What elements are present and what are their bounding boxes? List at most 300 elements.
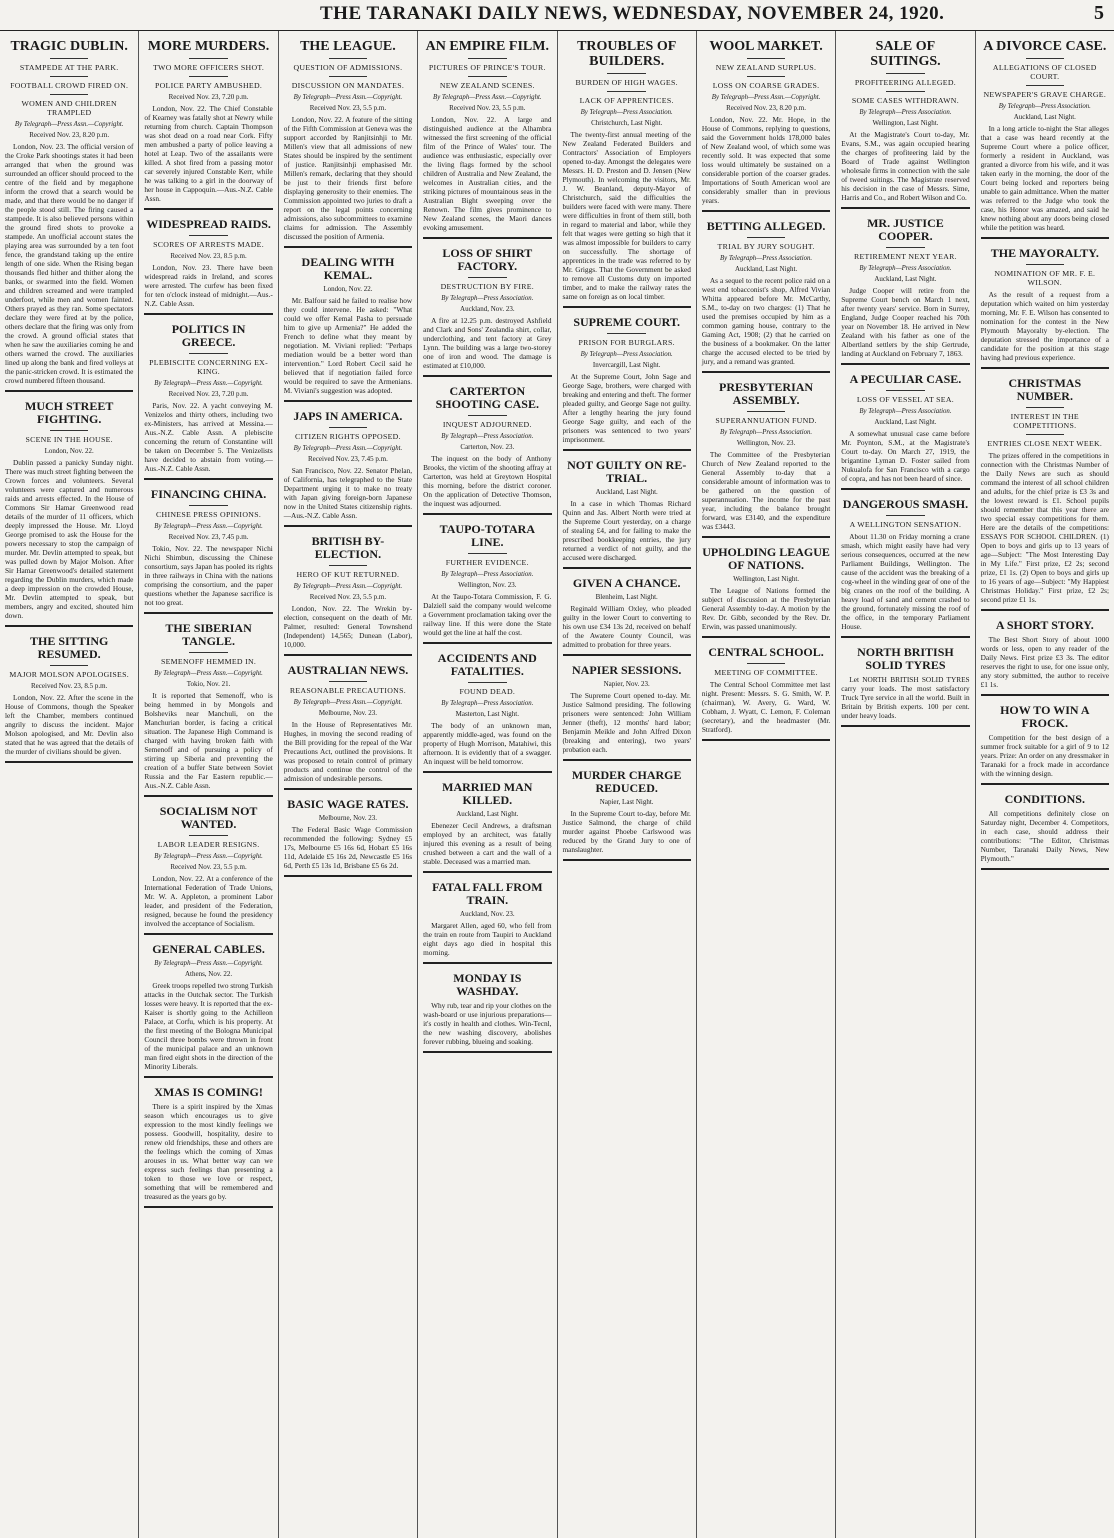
article bbox=[284, 410, 412, 527]
article-subheading: LACK OF APPRENTICES. bbox=[579, 96, 674, 105]
article-subheading: BURDEN OF HIGH WAGES. bbox=[575, 78, 678, 87]
article-dateline: Napier, Last Night. bbox=[599, 798, 654, 806]
article-headline: HOW TO WIN A FROCK. bbox=[1000, 703, 1090, 730]
column-2 bbox=[139, 31, 278, 1538]
divider bbox=[468, 415, 507, 416]
article-separator bbox=[144, 1206, 272, 1208]
article-body: London, Nov. 23. The official version of the Croke Park shootings states it had been arranged that when the ground was surrounded an officer should proceed to the centre of the field and by megaphone inform the crowd that a search would be made, and that there would be no danger if the people stood still. The firing caused a stampede. It is also believed persons within the ground fired shots to provoke a stampede. An unofficial account states the playing area was surrounded by a ten foot fence, the grandstand taking up the entire length of one side. When the Rising began thousands fled hither and thither along the banks, or swarmed into the field. Women and children screamed and were trampled underfoot, while men and women fainted. Others prayed as they ran. Some spectators declare they were fired at by the police, others declare that the firing was only from the crowd. A ground official states that when he saw the auxiliaries coming he and others warned the crowd. The auxiliaries lined up along the bank and fired volleys at the panic-stricken crowd. It is estimated the crowd numbered fifteen thousand. bbox=[5, 142, 134, 385]
article bbox=[563, 577, 691, 656]
article-dateline: Received Nov. 23, 8.5 p.m. bbox=[170, 252, 247, 260]
article-body: There is a spirit inspired by the Xmas season which encourages us to give expression to the most kindly feelings we possess. Goodwill, hospitality, desire to renew old friendships, these and others are the feelings which the coming of Xmas arouses in us. What better way can we express such feelings than presenting a token to those we love or respect, something that will be remembered and treasured as the years go by. bbox=[144, 1102, 273, 1201]
column-8 bbox=[976, 31, 1114, 1538]
article-dateline: Carterton, Nov. 23. bbox=[460, 443, 515, 451]
article-separator bbox=[284, 788, 412, 790]
article-body: In the Supreme Court to-day, before Mr. Justice Salmond, the charge of child murder against Phoebe Carlswood was reduced by the Grand Jury to one of manslaughter. bbox=[562, 809, 691, 854]
article-subheading: NOMINATION OF MR. F. E. WILSON. bbox=[994, 269, 1096, 287]
article-subheading: TRIAL BY JURY SOUGHT. bbox=[717, 242, 815, 251]
article-separator bbox=[423, 237, 551, 239]
column-3 bbox=[279, 31, 418, 1538]
article-headline: MORE MURDERS. bbox=[147, 39, 270, 54]
article-separator bbox=[144, 478, 272, 480]
divider bbox=[1026, 407, 1065, 408]
article-headline: A DIVORCE CASE. bbox=[983, 39, 1107, 54]
article-dateline: London, Nov. 22. bbox=[44, 447, 94, 455]
article-byline: By Telegraph—Press Association. bbox=[998, 103, 1091, 110]
article-separator bbox=[5, 625, 133, 627]
article bbox=[423, 881, 551, 964]
article bbox=[144, 39, 272, 210]
article-body: Tokio, Nov. 22. The newspaper Nichi Nichi Shimbun, discussing the Chinese consortium, says Japan has pooled its rights in three railways in China with the nations comprising the consortium, and the paper questions whether the Japanese sacrifice is not too great. bbox=[144, 544, 273, 607]
article-dateline: Auckland, Nov. 23. bbox=[460, 910, 515, 918]
divider bbox=[50, 94, 89, 95]
article bbox=[563, 769, 691, 861]
article-subheading: MEETING OF COMMITTEE. bbox=[714, 668, 818, 677]
divider bbox=[1026, 85, 1065, 86]
article-byline: By Telegraph—Press Association. bbox=[441, 433, 534, 440]
divider bbox=[886, 247, 925, 248]
article-subheading: INQUEST ADJOURNED. bbox=[442, 420, 532, 429]
article-separator bbox=[5, 761, 133, 763]
article bbox=[702, 381, 830, 538]
article-subheading: LOSS ON COARSE GRADES. bbox=[712, 81, 820, 90]
article-headline: DANGEROUS SMASH. bbox=[842, 497, 969, 511]
article-headline: BRITISH BY-ELECTION. bbox=[311, 534, 385, 561]
article-subheading: SCENE IN THE HOUSE. bbox=[25, 435, 113, 444]
article-byline: By Telegraph—Press Association. bbox=[859, 109, 952, 116]
column-4 bbox=[418, 31, 557, 1538]
article-subheading: FOUND DEAD. bbox=[459, 687, 516, 696]
article-dateline: Auckland, Last Night. bbox=[595, 488, 658, 496]
article-body: London, Nov. 22. At a conference of the International Federation of Trade Unions, Mr. W. A. Appleton, a prominent Labor leader, and president of the Federation, resigned, because he found the presidency involved the acceptance of Socialism. bbox=[144, 874, 273, 928]
article-dateline: Received Nov. 23, 5.5 p.m. bbox=[170, 863, 247, 871]
article-body: Why rub, tear and rip your clothes on the wash-board or use injurious preparations—it's costly in health and clothes. Win-Tecnl, the new washing discovery, abolishes forever rubbing, blueing and soaking. bbox=[423, 1001, 552, 1046]
article-separator bbox=[284, 246, 412, 248]
article-dateline: Masterton, Last Night. bbox=[455, 710, 519, 718]
article-body: The Central School Committee met last night. Present: Messrs. S. G. Smith, W. P. (chairman), W. Avery, G. Ward, W. Cobham, J. Wyatt, C. Lemon, F. Coleman (secretary), and the headmaster (Mr. Stratford). bbox=[701, 680, 831, 734]
article-headline: NORTH BRITISH SOLID TYRES bbox=[857, 645, 954, 672]
article-byline: By Telegraph—Press Assn.—Copyright. bbox=[154, 523, 263, 530]
divider bbox=[189, 235, 228, 236]
article-byline: By Telegraph—Press Association. bbox=[720, 255, 813, 262]
divider bbox=[1026, 58, 1065, 59]
article-separator bbox=[144, 208, 272, 210]
article bbox=[841, 498, 969, 638]
article-body: London, Nov. 22. After the scene in the House of Commons, though the Speaker left the Chamber, members continued angrily to discuss the incident. Major Molson apologised, and Mr. Devlin also stated that he was agreed that the details of the murder of civilians should be given. bbox=[5, 693, 134, 756]
divider bbox=[189, 505, 228, 506]
article-separator bbox=[981, 868, 1109, 870]
article-subheading: WOMEN AND CHILDREN TRAMPLED bbox=[21, 99, 117, 117]
article-subheading: LOSS OF VESSEL AT SEA. bbox=[856, 395, 955, 404]
article-body: London, Nov. 22. Mr. Hope, in the House of Commons, replying to questions, said the Government holds 178,000 bales of New Zealand wool, of which some was recently sold. It was expected that some loss would ultimately be sustained on a considerable portion of the coarser grades. Importations of South American wool are considerably smaller than in previous years. bbox=[701, 115, 831, 205]
article-separator bbox=[563, 306, 691, 308]
article-separator bbox=[981, 367, 1109, 369]
article-headline: A SHORT STORY. bbox=[995, 618, 1094, 632]
article-headline: DEALING WITH KEMAL. bbox=[301, 255, 395, 282]
article-body: In the House of Representatives Mr. Hughes, in moving the second reading of the Bill providing for the repeal of the War Precautions Act, outlined the provisions. It was proposed to retain control of primary products and continue the control of the admission of undesirable persons. bbox=[283, 720, 413, 783]
divider bbox=[468, 553, 507, 554]
article-dateline: Auckland, Last Night. bbox=[456, 810, 519, 818]
divider bbox=[1026, 434, 1065, 435]
article-body: The prizes offered in the competitions in connection with the Christmas Number of the Daily News are such as should command the interest of all school children and adults, for the chief prize is £3 3s and the lowest reward is £1. School pupils should remember that this year there are two special essay competitions for them. Here are the details of the competitions: ESSAYS FOR SCHOOL CHILDREN. (1) Open to boys and girls up to 13 years of age—Subject: "The Most Interesting Day in My Life." First prize, £2 2s; second prize, £1 1s. (2) Open to boys and girls up to 16 years of age—Subject: "My Happiest Christmas Holiday." First prize, £2 2s; second prize £1 1s. bbox=[980, 451, 1109, 604]
article bbox=[423, 652, 551, 773]
article-byline: By Telegraph—Press Assn.—Copyright. bbox=[293, 94, 403, 101]
article-separator bbox=[144, 795, 272, 797]
article-subheading: PROFITEERING ALLEGED. bbox=[854, 78, 957, 87]
article bbox=[981, 704, 1109, 785]
divider bbox=[468, 277, 507, 278]
article bbox=[702, 220, 830, 373]
article-subheading: FOOTBALL CROWD FIRED ON. bbox=[10, 81, 129, 90]
article-subheading: ALLEGATIONS OF CLOSED COURT. bbox=[992, 63, 1097, 81]
article-byline: By Telegraph—Press Association. bbox=[441, 700, 534, 707]
article-body: All competitions definitely close on Saturday night, December 4. Competitors, in each case, should address their contributions: "The Editor, Christmas Number, Taranaki Daily News, New Plymouth." bbox=[980, 809, 1109, 863]
article-headline: FATAL FALL FROM TRAIN. bbox=[432, 880, 543, 907]
article-dateline: Received Nov. 23, 8.5 p.m. bbox=[31, 682, 108, 690]
article-headline: AN EMPIRE FILM. bbox=[425, 39, 549, 54]
article-subheading: LABOR LEADER RESIGNS. bbox=[157, 840, 260, 849]
article-body: Margaret Allen, aged 60, who fell from the train en route from Taupiri to Auckland eight days ago died in hospital this morning. bbox=[423, 921, 552, 957]
article-subheading: DISCUSSION ON MANDATES. bbox=[291, 81, 405, 90]
divider bbox=[189, 76, 228, 77]
article-separator bbox=[841, 725, 969, 727]
article-subheading: STAMPEDE AT THE PARK. bbox=[19, 63, 119, 72]
divider bbox=[747, 411, 786, 412]
article-byline: By Telegraph—Press Association. bbox=[441, 571, 534, 578]
article bbox=[423, 781, 551, 873]
article bbox=[841, 39, 969, 209]
article-headline: THE SIBERIAN TANGLE. bbox=[165, 621, 252, 648]
article bbox=[284, 535, 412, 656]
article-byline: By Telegraph—Press Assn.—Copyright. bbox=[154, 853, 263, 860]
article-byline: By Telegraph—Press Assn.—Copyright. bbox=[154, 670, 263, 677]
article-dateline: Received Nov. 23, 7.20 p.m. bbox=[168, 390, 249, 398]
article-separator bbox=[981, 609, 1109, 611]
divider bbox=[886, 73, 925, 74]
article-subheading: ENTRIES CLOSE NEXT WEEK. bbox=[987, 439, 1103, 448]
article-dateline: Napier, Nov. 23. bbox=[603, 680, 650, 688]
article-separator bbox=[423, 871, 551, 873]
article bbox=[284, 664, 412, 790]
divider bbox=[607, 91, 646, 92]
article-separator bbox=[702, 636, 830, 638]
article-dateline: Athens, Nov. 22. bbox=[184, 970, 233, 978]
article-headline: WIDESPREAD RAIDS. bbox=[146, 217, 271, 231]
article-body: London, Nov. 22. The Wrekin by-election, consequent on the death of Mr. Palmer, resulted: General Townshend (Independent) 14,565; Dunean (Labor), 10,000. bbox=[283, 604, 413, 649]
article-dateline: Received Nov. 23, 5.5 p.m. bbox=[309, 104, 387, 112]
article-subheading: NEWSPAPER'S GRAVE CHARGE. bbox=[983, 90, 1107, 99]
article bbox=[981, 619, 1109, 696]
article-dateline: Wellington, Nov. 23. bbox=[458, 581, 517, 589]
article-subheading: HERO OF KUT RETURNED. bbox=[296, 570, 400, 579]
article-body: In a long article to-night the Star alleges that a case was heard recently at the Supreme Court where a police officer, formerly a resident in Auckland, was granted a divorce from his wife, and it was taken early in the morning, the door of the Court being locked and reporters being unable to gain admittance. When the matter was referred to the Judge who took the case, his Honor was amazed, and said he knew nothing about any doors being closed while the petition was heard. bbox=[980, 124, 1109, 232]
article-byline: By Telegraph—Press Association. bbox=[580, 351, 673, 358]
column-6 bbox=[697, 31, 836, 1538]
article bbox=[423, 523, 551, 644]
article-headline: GIVEN A CHANCE. bbox=[572, 576, 681, 590]
divider bbox=[50, 665, 89, 666]
column-7 bbox=[836, 31, 975, 1538]
article-dateline: Received Nov. 23, 8.20 p.m. bbox=[29, 131, 110, 139]
article-body: The inquest on the body of Anthony Brooks, the victim of the shooting affray at Carterton, was held at Greytown Hospital this morning, before the district coroner. On the application of Detective Thomson, the inquest was adjourned. bbox=[423, 454, 552, 508]
article-byline: By Telegraph—Press Assn.—Copyright. bbox=[711, 94, 821, 101]
article-subheading: PLEBISCITE CONCERNING EX-KING. bbox=[149, 358, 268, 376]
article-body: In a case in which Thomas Richard Quinn and Jas. Albert North were tried at the Supreme Court yesterday, on a charge of stealing £4, and for failing to make the prescribed bookkeeping entries, the jury returned a verdict of not guilty, and the accused were discharged. bbox=[562, 499, 691, 562]
divider bbox=[747, 237, 786, 238]
article-subheading: REASONABLE PRECAUTIONS. bbox=[289, 686, 406, 695]
article-dateline: Wellington, Nov. 23. bbox=[736, 439, 796, 447]
article-body: As the result of a request from a deputation which waited on him yesterday morning, Mr. F. E. Wilson has consented to nomination for the contest in the New Plymouth Mayoralty by-election. The deputation stressed the importance of a candidate for the position at this stage having had previous experience. bbox=[980, 290, 1109, 362]
article-subheading: POLICE PARTY AMBUSHED. bbox=[154, 81, 263, 90]
article-byline: By Telegraph—Press Association. bbox=[859, 265, 952, 272]
divider bbox=[607, 73, 646, 74]
article bbox=[981, 39, 1109, 239]
article-byline: By Telegraph—Press Association. bbox=[441, 295, 534, 302]
article-dateline: Blenheim, Last Night. bbox=[595, 593, 658, 601]
article bbox=[284, 798, 412, 877]
article-separator bbox=[563, 449, 691, 451]
divider bbox=[886, 91, 925, 92]
article bbox=[563, 316, 691, 451]
article-separator bbox=[841, 207, 969, 209]
article-separator bbox=[702, 536, 830, 538]
article bbox=[144, 323, 272, 480]
article-subheading: SEMENOFF HEMMED IN. bbox=[160, 657, 257, 666]
article-byline: By Telegraph—Press Association. bbox=[859, 408, 952, 415]
article-headline: NAPIER SESSIONS. bbox=[572, 663, 682, 677]
article-body: At the Taupo-Totara Commission, F. G. Dalziell said the company would welcome a Government proclamation taking over the railway line. If this were done the State would get the line at half the cost. bbox=[423, 592, 552, 637]
article-subheading: SUPERANNUATION FUND. bbox=[715, 416, 817, 425]
article-headline: CENTRAL SCHOOL. bbox=[708, 645, 824, 659]
article-subheading: FURTHER EVIDENCE. bbox=[445, 558, 529, 567]
divider bbox=[329, 76, 368, 77]
article-body: It is reported that Semenoff, who is being hemmed in by Mongols and Bolsheviks near Manchuli, on the Manchurian border, is facing a critical situation. The Japanese High Command is charged with having broken faith with Semenoff and of pursuing a policy of stirring up Siberia and preventing the creation of a buffer State between Soviet Russia and the Far Eastern republic.—Aus.-N.Z. Cable Assn. bbox=[144, 691, 273, 790]
article-subheading: PRISON FOR BURGLARS. bbox=[578, 338, 675, 347]
article-separator bbox=[144, 612, 272, 614]
article-subheading: DESTRUCTION BY FIRE. bbox=[440, 282, 535, 291]
article-body: The Federal Basic Wage Commission recommended the following: Sydney £5 17s, Melbourne £5 16s 6d, Hobart £5 16s 11d, Adelaide £5 16s 2d, Newcastle £5 16s 6d, Perth £5 13s 1d, Brisbane £5 6s 2d. bbox=[283, 825, 413, 870]
article-headline: THE SITTING RESUMED. bbox=[30, 634, 109, 661]
article-separator bbox=[423, 962, 551, 964]
divider bbox=[50, 76, 89, 77]
article-dateline: Auckland, Last Night. bbox=[1013, 113, 1076, 121]
article-headline: BETTING ALLEGED. bbox=[706, 219, 826, 233]
article-subheading: A WELLINGTON SENSATION. bbox=[849, 520, 962, 529]
article bbox=[423, 972, 551, 1053]
divider bbox=[747, 663, 786, 664]
article-dateline: Received Nov. 23, 7.45 p.m. bbox=[308, 455, 388, 463]
article-dateline: Tokio, Nov. 21. bbox=[186, 680, 231, 688]
article-headline: PRESBYTERIAN ASSEMBLY. bbox=[719, 380, 814, 407]
article-subheading: QUESTION OF ADMISSIONS. bbox=[293, 63, 403, 72]
article-headline: MUCH STREET FIGHTING. bbox=[25, 399, 114, 426]
article-dateline: Received Nov. 23, 5.5 p.m. bbox=[449, 104, 526, 112]
article bbox=[423, 247, 551, 377]
article-separator bbox=[981, 783, 1109, 785]
article-dateline: Received Nov. 23, 8.20 p.m. bbox=[726, 104, 806, 112]
article-body: A fire at 12.25 p.m. destroyed Ashfield and Clark and Sons' Zealandia shirt, collar, underclothing, and tent factory at Grey Lynn. The building was a large two-storey one of iron and wood. The damage is estimated at £10,000. bbox=[423, 316, 552, 370]
article-dateline: Auckland, Nov. 23. bbox=[460, 305, 515, 313]
article-separator bbox=[284, 525, 412, 527]
article bbox=[144, 622, 272, 797]
article-separator bbox=[423, 375, 551, 377]
newspaper-title: THE TARANAKI DAILY NEWS, WEDNESDAY, NOVEMBER 24, 1920. bbox=[320, 3, 945, 24]
article-headline: JAPS IN AMERICA. bbox=[293, 409, 403, 423]
article-headline: CONDITIONS. bbox=[1004, 792, 1085, 806]
divider bbox=[886, 515, 925, 516]
article bbox=[702, 39, 830, 212]
divider bbox=[189, 353, 228, 354]
divider bbox=[189, 652, 228, 653]
article-body: Competition for the best design of a summer frock suitable for a girl of 9 to 12 years. Prize: An order on any dressmaker in Taranaki for a frock made in accordance with the winning design. bbox=[980, 733, 1109, 778]
article-dateline: Wellington, Last Night. bbox=[872, 119, 939, 127]
article-body: The body of an unknown man, apparently middle-aged, was found on the property of Hugh Morrison, Matahiwi, this afternoon. It is evidently that of a swagger. An inquest will be held tomorrow. bbox=[423, 721, 552, 766]
article bbox=[981, 377, 1109, 611]
article-byline: By Telegraph—Press Assn.—Copyright. bbox=[14, 121, 124, 128]
article-headline: POLITICS IN GREECE. bbox=[171, 322, 246, 349]
divider bbox=[329, 681, 368, 682]
article-separator bbox=[423, 642, 551, 644]
article-body: The Supreme Court opened to-day. Mr. Justice Salmond presiding. The following prisoners were sentenced: John William Jenner (theft), 12 months' hard labor; Benjamin Meikle and John Alfred Dixon (breaking and entering), two years' probation each. bbox=[562, 691, 691, 754]
article-body: The Committee of the Presbyterian Church of New Zealand reported to the General Assembly to-day that a considerable amount of information was to be gathered on the question of superannuation. The income for the past year, including the balance brought forward, was £3140, and the expenditure was £3443. bbox=[701, 450, 831, 531]
article-headline: GENERAL CABLES. bbox=[152, 942, 265, 956]
article-separator bbox=[563, 759, 691, 761]
article-byline: By Telegraph—Press Assn.—Copyright. bbox=[154, 380, 263, 387]
article-subheading: NEW ZEALAND SURPLUS. bbox=[715, 63, 817, 72]
article-body: The Best Short Story of about 1000 words or less, open to any reader of the Daily News. First prize £3 3s. The editor reserves the right to use, for one issue only, any story submitted, the author to receive £1 1s. bbox=[980, 635, 1109, 689]
article bbox=[5, 635, 133, 763]
article-headline: XMAS IS COMING! bbox=[154, 1085, 263, 1099]
article bbox=[702, 646, 830, 741]
article-body: London, Nov. 22. The Chief Constable of Kearney was fatally shot at Newry while returning from church. Captain Thompson was shot dead on a road near Cork. Fifty men ambushed a party of police leaving a hotel at Leap. Two of the assailants were killed. A shot fired from a passing motor car severely injured Constable Kerr, while he was talking to a girl in the doorway of her house in Cappoquin.—Aus.-N.Z. Cable Assn. bbox=[144, 104, 273, 203]
article-headline: BASIC WAGE RATES. bbox=[287, 797, 409, 811]
article-byline: By Telegraph—Press Association. bbox=[720, 429, 813, 436]
article-headline: SALE OF SUITINGS. bbox=[870, 39, 941, 69]
article bbox=[5, 400, 133, 627]
article-separator bbox=[144, 1076, 272, 1078]
article-separator bbox=[284, 875, 412, 877]
article-subheading: RETIREMENT NEXT YEAR. bbox=[853, 252, 957, 261]
article bbox=[563, 39, 691, 308]
article-body: Dublin passed a panicky Sunday night. There was much street fighting between the Crown forces and volunteers. Several volunteers were captured and numerous raids and arrests effected. In the House of Commons Sir Hamar Greenwood read details of the murder of 11 officers, which deeply impressed the House. Mr. Lloyd George promised to ask the House for the powers necessary to stop the campaign of murder. Mr. Devlin attempted to speak, but was pulled down by Major Molson. After Sir Hamar Greenwood's detailed statement regarding the Dublin murders, which made a deep impression on the crowded House, Mr. Devlin attempted to speak, but members, angry and excited, shouted him down. bbox=[5, 458, 134, 620]
article bbox=[284, 39, 412, 248]
article-separator bbox=[284, 400, 412, 402]
article-body: A somewhat unusual case came before Mr. Poynton, S.M., at the Magistrate's Court to-day. On March 27, 1919, the brigantine Lyman D. Foster sailed from Nukualofa for San Francisco with a cargo of copra, and has not been heard of since. bbox=[841, 429, 970, 483]
divider bbox=[1026, 264, 1065, 265]
article bbox=[563, 459, 691, 569]
article-headline: TAUPO-TOTARA LINE. bbox=[439, 522, 535, 549]
article-byline: By Telegraph—Press Assn.—Copyright. bbox=[433, 94, 542, 101]
article bbox=[144, 488, 272, 614]
article-byline: By Telegraph—Press Assn.—Copyright. bbox=[293, 445, 403, 452]
article-subheading: SCORES OF ARRESTS MADE. bbox=[153, 240, 264, 249]
article-headline: SOCIALISM NOT WANTED. bbox=[159, 804, 258, 831]
article-subheading: SOME CASES WITHDRAWN. bbox=[851, 96, 959, 105]
article-separator bbox=[841, 363, 969, 365]
article-separator bbox=[423, 771, 551, 773]
article-dateline: Wellington, Last Night. bbox=[733, 575, 800, 583]
divider bbox=[468, 682, 507, 683]
divider bbox=[189, 58, 228, 59]
masthead bbox=[0, 0, 1114, 31]
article-subheading: INTEREST IN THE COMPETITIONS. bbox=[1010, 412, 1079, 430]
column-1 bbox=[0, 31, 139, 1538]
article-headline: THE MAYORALTY. bbox=[990, 246, 1099, 260]
article-body: At the Supreme Court, John Sage and George Sage, brothers, were charged with breaking and entering and theft. The former pleaded guilty, and George Sage not guilty. After a lengthy hearing the jury found George Sage guilty, and each of the prisoners was sentenced to two years' imprisonment. bbox=[562, 372, 691, 444]
article-headline: TRAGIC DUBLIN. bbox=[10, 39, 128, 54]
article-dateline: Received Nov. 23, 7.20 p.m. bbox=[168, 93, 249, 101]
article-headline: ACCIDENTS AND FATALITIES. bbox=[437, 651, 537, 678]
article-separator bbox=[702, 210, 830, 212]
article-separator bbox=[423, 513, 551, 515]
article-headline: CHRISTMAS NUMBER. bbox=[1008, 376, 1082, 403]
article bbox=[5, 39, 133, 392]
article bbox=[144, 943, 272, 1078]
article-body: At the Magistrate's Court to-day, Mr. Evans, S.M., was again occupied hearing the charges of profiteering laid by the Board of Trade against Wellington wholesale firms in connection with the sale of tweed suitings. The Magistrate reserved his decision in the case of Messrs. Sime, Harris and Co., and Robert Wilson and Co. bbox=[841, 130, 970, 202]
article-headline: AUSTRALIAN NEWS. bbox=[287, 663, 409, 677]
article-separator bbox=[423, 1051, 551, 1053]
article-headline: CARTERTON SHOOTING CASE. bbox=[435, 384, 539, 411]
article-separator bbox=[981, 694, 1109, 696]
article bbox=[144, 805, 272, 935]
article bbox=[423, 385, 551, 515]
article-body: The twenty-first annual meeting of the New Zealand Federated Builders and Contractors' Association of Employers opened to-day. Amongst the delegates were Messrs. H. D. Preston and D. Jensen (New Plymouth). In welcoming the visitors, Mr. J. W. Beanland, deputy-Mayor of Christchurch, said the difficulties the builders were faced with were many. There were difficulties in front of them still, both in regard to material and labor, while they felt that wages were getting so high that it was almost impossible for builders to carry on successfully. The shortage of apprentices in the trade was referred to by Mr. Griggs. That the Government be asked to remove all Customs duty on imported timber, and to make the railway rates the same on foreign as on local timber. bbox=[562, 130, 691, 301]
article-subheading: MAJOR MOLSON APOLOGISES. bbox=[9, 670, 129, 679]
article-headline: UPHOLDING LEAGUE OF NATIONS. bbox=[702, 545, 830, 572]
article-headline: LOSS OF SHIRT FACTORY. bbox=[442, 246, 533, 273]
article-headline: A PECULIAR CASE. bbox=[849, 372, 962, 386]
article-body: As a sequel to the recent police raid on a west end tobacconist's shop, Alfred Vivian Whitta appeared before Mr. McCarthy, S.M., to-day on two charges: (1) That he used the premises occupied by him as a common gaming house, contrary to the Gaming Act, 1908; (2) that he carried on the business of a bookmaker. On the latter charge the accused elected to be tried by jury, and a remand was granted. bbox=[701, 276, 831, 366]
article-body: London, Nov. 23. There have been widespread raids in Ireland, and scores were arrested. The curfew has been fixed for ten o'clock instead of midnight.—Aus.-N.Z. Cable Assn. bbox=[144, 263, 273, 308]
article-byline: By Telegraph—Press Assn.—Copyright. bbox=[154, 960, 263, 967]
article-body: The League of Nations formed the subject of discussion at the Presbyterian General Assembly to-day. A motion by the Rev. Dr. Gibb, seconded by the Rev. Dr. Erwin, was passed unanimously. bbox=[701, 586, 831, 631]
article-subheading: CITIZEN RIGHTS OPPOSED. bbox=[294, 432, 401, 441]
divider bbox=[329, 565, 368, 566]
article bbox=[144, 1086, 272, 1208]
page-number: 5 bbox=[1094, 2, 1104, 24]
article-dateline: Auckland, Last Night. bbox=[874, 275, 937, 283]
article-headline: FINANCING CHINA. bbox=[150, 487, 267, 501]
article-body: London, Nov. 22. A large and distinguished audience at the Alhambra witnessed the first screening of the official film of the Prince of Wales' tour. The audience was enthusiastic, especially over the living flags formed by the school children of Australia and New Zealand, the welcomes in Australian cities, and the striking pictures of mountainous seas in the Australian Bight sweeping over the Renown. The film gives prominence to New Zealand scenes, the Maori dances evoking amusement. bbox=[423, 115, 552, 232]
article-body: Reginald William Oxley, who pleaded guilty in the lower Court to converting to his own use £34 13s 2d, received on behalf of the Awatere County Council, was admitted to probation for three years. bbox=[562, 604, 691, 649]
article-headline: SUPREME COURT. bbox=[573, 315, 681, 329]
article-body: Judge Cooper will retire from the Supreme Court bench on March 1 next, after twenty years' service. Born in Surrey, England, Judge Cooper reached his 70th year on November 18. He arrived in New Zealand with his father as one of the Albertland settlers by the ship Gertrude, landing at Auckland on February 7, 1863. bbox=[841, 286, 970, 358]
article-body: Let NORTH BRITISH SOLID TYRES carry your loads. The most satisfactory Truck Tyre service in all the world. Built in Britain by British experts. 100 per cent. under heavy loads. bbox=[841, 675, 970, 720]
article bbox=[563, 664, 691, 761]
article bbox=[981, 247, 1109, 369]
article-headline: NOT GUILTY ON RE-TRIAL. bbox=[567, 458, 687, 485]
article bbox=[423, 39, 551, 239]
article bbox=[841, 217, 969, 365]
divider bbox=[607, 333, 646, 334]
column-5 bbox=[558, 31, 697, 1538]
article-dateline: London, Nov. 22. bbox=[323, 285, 373, 293]
article-subheading: PICTURES OF PRINCE'S TOUR. bbox=[428, 63, 546, 72]
article-dateline: Received Nov. 23, 5.5 p.m. bbox=[309, 593, 387, 601]
article-subheading: TWO MORE OFFICERS SHOT. bbox=[152, 63, 265, 72]
divider bbox=[329, 427, 368, 428]
article-body: Mr. Balfour said he failed to realise how they could intervene. He asked: "What could we offer Kemal Pasha to persuade him to give up Armenia?" He added the French to define what they meant by negotiation. M. Viviani replied: "Perhaps mediation would be a better word than intervention." Lord Robert Cecil said he believed that if negotiation failed force would be required to save the Armenians. M. Viviani's suggestion was adopted. bbox=[283, 296, 413, 395]
newspaper-columns bbox=[0, 31, 1114, 1538]
article-body: Ebenezer Cecil Andrews, a draftsman employed by an architect, was fatally injured this evening as a result of being crushed between a cart and the wall of a stable. Deceased was a married man. bbox=[423, 821, 552, 866]
article-separator bbox=[563, 654, 691, 656]
article-headline: MR. JUSTICE COOPER. bbox=[867, 216, 944, 243]
article-byline: By Telegraph—Press Assn.—Copyright. bbox=[293, 699, 403, 706]
article-body: Paris, Nov. 22. A yacht conveying M. Venizelos and thirty others, including two ex-Ministers, has arrived at Messina.—Aus.-N.Z. Cable Assn. A plebiscite concerning the return of Constantine will be taken on December 5. The Venizelists have decided to abstain from voting.—Aus.-N.Z. Cable Assn. bbox=[144, 401, 273, 473]
article-separator bbox=[563, 567, 691, 569]
article-headline: MURDER CHARGE REDUCED. bbox=[571, 768, 682, 795]
article-dateline: Auckland, Last Night. bbox=[734, 265, 798, 273]
article bbox=[702, 546, 830, 638]
